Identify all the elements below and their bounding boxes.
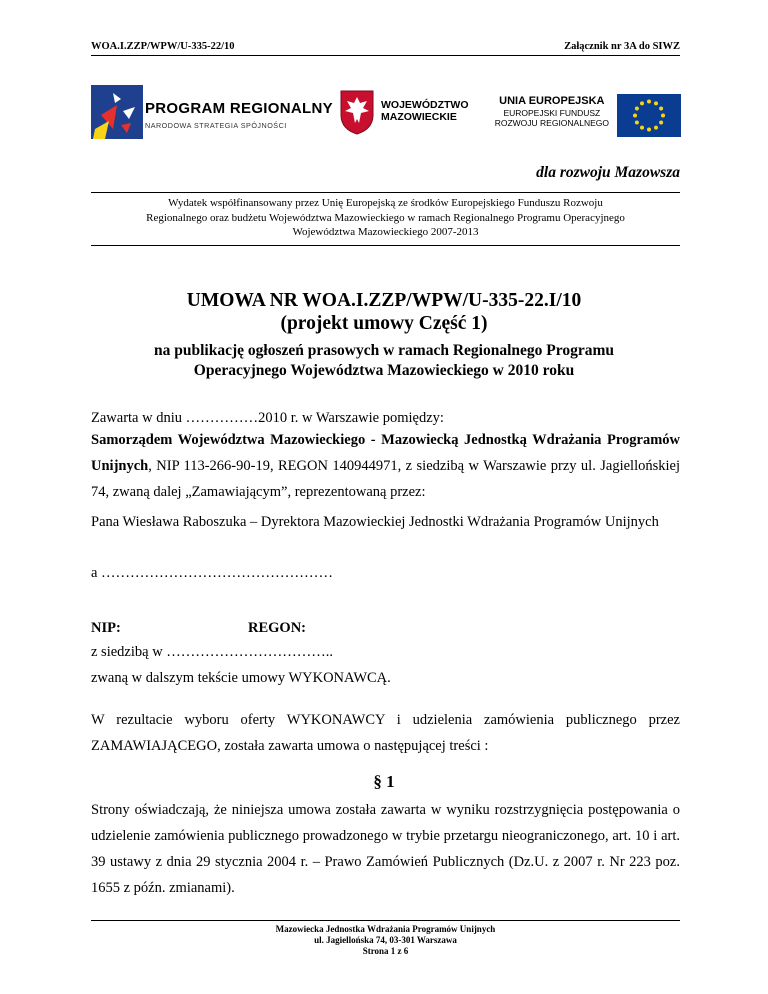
footer-address: ul. Jagiellońska 74, 03-301 Warszawa — [314, 935, 457, 945]
eu-star-icon — [640, 126, 644, 130]
eu-star-icon — [659, 121, 663, 125]
program-regionalny-icon — [91, 85, 143, 139]
cofunding-notice — [91, 192, 680, 246]
eu-star-icon — [647, 100, 651, 104]
eu-fund-line1: EUROPEJSKI FUNDUSZ — [503, 108, 601, 118]
contract-title: UMOWA NR WOA.I.ZZP/WPW/U-335-22.I/10 — [186, 290, 582, 311]
eu-fund-line2: ROZWOJU REGIONALNEGO — [494, 118, 609, 128]
contract-subtitle: (projekt umowy Część 1) — [280, 313, 488, 334]
eu-flag-icon — [617, 94, 681, 137]
concluded-line: Zawarta w dniu ……………2010 r. w Warszawie pomiędzy: — [91, 410, 444, 426]
motto: dla rozwoju Mazowsza — [536, 164, 680, 181]
representative-paragraph: Pana Wiesława Raboszuka – Dyrektora Mazowieckiej Jednostki Wdrażania Programów Unijnych — [91, 514, 659, 530]
wojewodztwo-logo — [339, 85, 469, 145]
party-details: , NIP 113-266-90-19, REGON 140944971, z siedzibą w Warszawie przy ul. Jagiellońskiej 74, zwaną dalej „Zamawiającym”, reprezentowaną przez: — [91, 458, 680, 500]
eu-star-icon — [633, 114, 637, 118]
contract-subject — [0, 341, 768, 381]
contractor-name-line: a ………………………………………… — [91, 565, 334, 581]
program-subtitle: NARODOWA STRATEGIA SPÓJNOŚCI — [145, 121, 287, 130]
wojewodztwo-line1: WOJEWÓDZTWO — [381, 99, 469, 111]
wojewodztwo-line2: MAZOWIECKIE — [381, 111, 457, 123]
program-title: PROGRAM REGIONALNY — [145, 100, 333, 117]
section-1-heading: § 1 — [373, 772, 395, 791]
party-name: Samorządem Województwa Mazowieckiego - Mazowiecką Jednostką Wdrażania Programów Unijnych — [91, 432, 680, 474]
contract-subject-line2: Operacyjnego Województwa Mazowieckiego w 2010 roku — [193, 362, 575, 379]
eu-star-icon — [635, 107, 639, 111]
contract-subject-line1: na publikację ogłoszeń prasowych w ramach Regionalnego Programu — [154, 342, 614, 359]
eu-star-icon — [635, 121, 639, 125]
seat-line: z siedzibą w …………………………….. — [91, 644, 334, 660]
regon-label: REGON: — [248, 620, 306, 636]
eu-title: UNIA EUROPEJSKA — [499, 95, 605, 107]
contractor-line: zwaną w dalszym tekście umowy WYKONAWCĄ. — [91, 670, 391, 686]
party-paragraph — [91, 427, 680, 505]
eu-text — [495, 95, 609, 128]
page-footer — [91, 920, 680, 957]
wojewodztwo-text — [381, 99, 469, 123]
eu-star-icon — [654, 101, 658, 105]
eu-star-icon — [661, 114, 665, 118]
logo-band — [91, 85, 681, 145]
footer-page-number: Strona 1 z 6 — [362, 946, 409, 956]
program-regionalny-logo — [91, 85, 331, 145]
eu-star-icon — [640, 101, 644, 105]
cofunding-line1: Wydatek współfinansowany przez Unię Europejską ze środków Europejskiego Funduszu Rozwoju — [168, 197, 603, 209]
header-attachment: Załącznik nr 3A do SIWZ — [564, 41, 680, 52]
eu-star-icon — [659, 107, 663, 111]
footer-organization: Mazowiecka Jednostka Wdrażania Programów Unijnych — [275, 924, 496, 934]
eu-star-icon — [654, 126, 658, 130]
eu-logo — [485, 91, 681, 143]
cofunding-line3: Województwa Mazowieckiego 2007-2013 — [292, 226, 479, 238]
section-1-text: Strony oświadczają, że niniejsza umowa została zawarta w wyniku rozstrzygnięcia postępowania o udzielenie zamówienia publicznego prowadzonego w trybie przetargu nieograniczonego, art. 10 i art. 39 ustawy z dnia 29 stycznia 2004 r. – Prawo Zamówień Publicznych (Dz.U. z 2007 r. Nr 223 poz. 1655 z późn. zmianami). — [91, 802, 680, 896]
cofunding-line2: Regionalnego oraz budżetu Województwa Mazowieckiego w ramach Regionalnego Programu Operacyjnego — [146, 211, 625, 224]
nip-label: NIP: — [91, 620, 121, 636]
eagle-crest-icon — [339, 89, 375, 135]
eu-star-icon — [647, 128, 651, 132]
header-reference: WOA.I.ZZP/WPW/U-335-22/10 — [91, 41, 235, 52]
page-header — [91, 41, 680, 56]
result-paragraph: W rezultacie wyboru oferty WYKONAWCY i udzielenia zamówienia publicznego przez ZAMAWIAJĄCEGO, została zawarta umowa o następującej treści : — [91, 712, 680, 754]
